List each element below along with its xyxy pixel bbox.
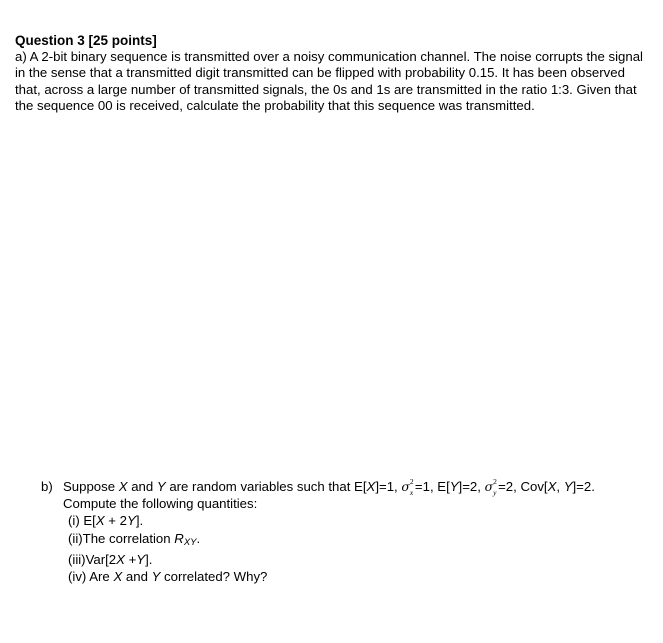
part-a-line-1: a) A 2-bit binary sequence is transmitted over a noisy communication channel. The noise corrupts the signal [15, 49, 643, 64]
item-ii: (ii)The correlation RXY. [68, 530, 201, 548]
part-b-intro: b) Suppose X and Y are random variables such that E[X]=1, σ 2 x =1, E[Y]=2, σ 2 y =2, Cov[X, Y]=2. [41, 477, 595, 497]
part-a-line-4: the sequence 00 is received, calculate the probability that this sequence was transmitted. [15, 97, 535, 113]
part-a-line-3: that, across a large number of transmitted signals, the 0s and 1s are transmitted in the ratio 1:3. Given that [15, 81, 637, 97]
part-a [15, 49, 645, 114]
sigma-y: σ [484, 479, 494, 494]
sigma-x: σ [401, 479, 410, 494]
part-b-label: b) [41, 479, 53, 494]
compute-instruction: Compute the following quantities: [63, 496, 258, 512]
item-iii: (iii)Var[2X +Y]. [68, 551, 153, 567]
question-title: Question 3 [25 points] [15, 33, 157, 48]
part-b [41, 478, 641, 585]
item-iv: (iv) Are X and Y correlated? Why? [68, 569, 268, 585]
part-a-line-2: in the sense that a transmitted digit transmitted can be flipped with probability 0.15. It has been observed [15, 65, 625, 81]
item-i: (i) E[X + 2Y]. [68, 513, 144, 529]
